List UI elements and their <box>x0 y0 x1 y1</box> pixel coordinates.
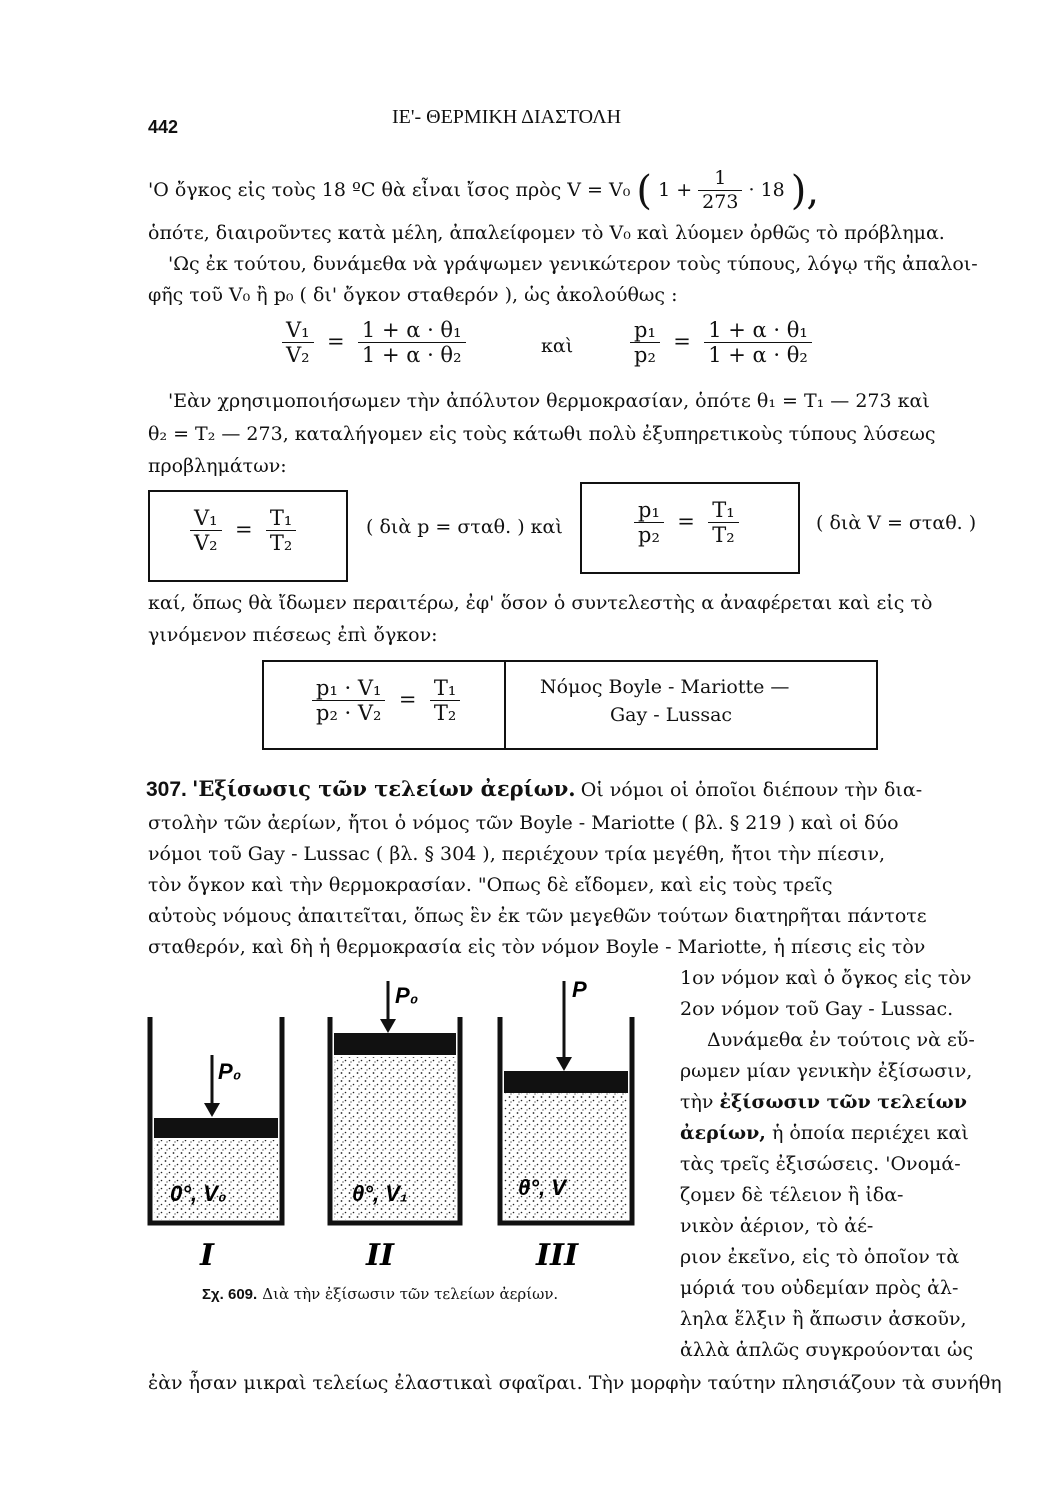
box1-v2: V₂ <box>194 531 218 556</box>
law-name-line2: Gay - Lussac <box>610 704 733 726</box>
force-label: P₀ <box>395 983 419 1008</box>
figure-caption <box>202 1284 558 1303</box>
box2-t2: T₂ <box>712 523 735 548</box>
close-paren: ), <box>790 168 820 214</box>
force-label: P <box>572 977 587 1002</box>
section-title: 'Εξίσωσις τῶν τελείων ἀερίων. <box>191 776 576 801</box>
text-line: νικὸν ἀέριον, τὸ ἀέ- <box>680 1215 874 1237</box>
box1-t1: T₁ <box>266 506 296 531</box>
force-arrow-icon <box>380 1019 396 1033</box>
law-name-line1: Νόμος Boyle - Mariotte — <box>540 676 790 698</box>
equals-sign: = <box>392 687 424 712</box>
term-lead: τὴν <box>680 1091 714 1113</box>
text-line: θ₂ = T₂ — 273, καταλήγομεν εἰς τοὺς κάτωθι πολὺ ἐξυπηρετικοὺς τύπους λύσεως <box>148 423 936 445</box>
law-t1: T₁ <box>430 676 460 701</box>
state-label: θ°, V <box>518 1175 566 1200</box>
text-line: μόριά του οὐδεμίαν πρὸς ἀλ- <box>680 1277 959 1299</box>
law-t-ratio <box>430 676 460 726</box>
text-line: νόμοι τοῦ Gay - Lussac ( βλ. § 304 ), περιέχουν τρία μεγέθη, ἤτοι τὴν πίεσιν, <box>148 843 886 865</box>
force-arrow-icon <box>204 1103 220 1117</box>
figure-gas-cylinders <box>140 975 660 1295</box>
gas-fill <box>504 1093 628 1220</box>
text-line: 'Εὰν χρησιμοποιήσωμεν τὴν ἀπόλυτον θερμοκρασίαν, ὁπότε θ₁ = T₁ — 273 καὶ <box>168 390 930 412</box>
cylinder-I <box>150 1017 282 1273</box>
p-ratio <box>630 318 660 368</box>
cylinder-III <box>500 977 632 1273</box>
section-first-line: Οἱ νόμοι οἱ ὁποῖοι διέπουν τὴν δια- <box>580 779 923 801</box>
condition-constant-volume: ( διὰ V = σταθ. ) <box>816 512 977 534</box>
text-line: αὐτοὺς νόμους ἀπαιτεῖται, ὅπως ἓν ἐκ τῶν μεγεθῶν τούτων διατηρῆται πάντοτε <box>148 905 927 927</box>
box1-t2: T₂ <box>269 531 293 556</box>
roman-label: III <box>536 1238 579 1273</box>
text-line: ρωμεν μίαν γενικὴν ἐξίσωσιν, <box>680 1060 973 1082</box>
box2-p2: p₂ <box>638 523 660 548</box>
section-number: 307. <box>146 778 187 801</box>
p2v2: p₂ · V₂ <box>316 701 382 726</box>
v-ratio <box>282 318 314 368</box>
p2: p₂ <box>634 343 656 368</box>
frac-num: 1 <box>698 168 742 191</box>
box-divider <box>504 662 506 748</box>
text-line: ριον ἐκεῖνο, εἰς τὸ ὁποῖον τὰ <box>680 1246 960 1268</box>
roman-label: II <box>366 1238 395 1273</box>
text-line: Δυνάμεθα ἐν τούτοις νὰ εὕ- <box>707 1029 975 1051</box>
caption-text: Διὰ τὴν ἐξίσωσιν τῶν τελείων ἀερίων. <box>262 1285 559 1303</box>
equation-pressure-ratio <box>630 318 812 368</box>
cylinder-II <box>330 981 460 1273</box>
term-bold: ἐξίσωσιν τῶν τελείων <box>719 1091 967 1113</box>
text-line: τὰς τρεῖς ἐξισώσεις. 'Ονομά- <box>680 1153 961 1175</box>
text-line: σταθερόν, καὶ δὴ ἡ θερμοκρασία εἰς τὸν νόμον Boyle - Mariotte, ἡ πίεσις εἰς τὸν <box>148 936 926 958</box>
text-line: γινόμενον πιέσεως ἐπὶ ὄγκον: <box>148 624 438 646</box>
volume-sentence <box>148 168 819 214</box>
text-line: 2ον νόμον τοῦ Gay - Lussac. <box>680 998 954 1020</box>
equation-volume-ratio <box>282 318 466 368</box>
text-line: προβλημάτων: <box>148 455 287 477</box>
frac-den: 273 <box>702 191 739 214</box>
text-line-ideal-gas-term <box>680 1091 967 1113</box>
alpha-ratio-2 <box>704 318 812 368</box>
equals-sign: = <box>320 329 352 354</box>
text-line: φῆς τοῦ V₀ ἢ p₀ ( δι' ὄγκον σταθερόν ), ὡς ἀκολούθως : <box>148 284 678 306</box>
equals-sign: = <box>670 509 702 534</box>
text-line: ἀλλὰ ἁπλῶς συγκρούονται ὡς <box>680 1339 974 1361</box>
text-line: 'Ως ἐκ τούτου, δυνάμεθα νὰ γράψωμεν γενικώτερον τοὺς τύπους, λόγῳ τῆς ἀπαλοι- <box>168 253 978 275</box>
equals-sign: = <box>228 517 260 542</box>
law-t2: T₂ <box>433 701 457 726</box>
box2-t-ratio <box>708 498 738 548</box>
alpha-num-2: 1 + α · θ₁ <box>704 318 812 343</box>
box1-t-ratio <box>266 506 296 556</box>
piston <box>504 1071 628 1093</box>
page-number: 442 <box>148 117 179 137</box>
box2-t1: T₁ <box>708 498 738 523</box>
box1-formula <box>190 506 296 556</box>
box1-v-ratio <box>190 506 222 556</box>
text-line: ζομεν δὲ τέλειον ἢ ἰδα- <box>680 1184 904 1206</box>
alpha-den: 1 + α · θ₂ <box>361 343 462 368</box>
p1v1: p₁ · V₁ <box>312 676 385 701</box>
text-line: 1ον νόμον καὶ ὁ ὄγκος εἰς τὸν <box>680 967 972 989</box>
box2-p1: p₁ <box>634 498 664 523</box>
combined-gas-law-box <box>262 660 878 750</box>
text-line: τὸν ὄγκον καὶ τὴν θερμοκρασίαν. "Οπως δὲ εἴδομεν, καὶ εἰς τοὺς τρεῖς <box>148 874 833 896</box>
alpha-ratio <box>358 318 466 368</box>
one-plus: 1 + <box>658 179 693 201</box>
text-line: στολὴν τῶν ἀερίων, ἤτοι ὁ νόμος τῶν Boyle - Mariotte ( βλ. § 219 ) καὶ οἱ δύο <box>148 812 899 834</box>
alpha-num: 1 + α · θ₁ <box>358 318 466 343</box>
box2-formula <box>634 498 739 548</box>
box2-p-ratio <box>634 498 664 548</box>
roman-label: I <box>200 1238 215 1273</box>
open-paren: ( <box>636 168 653 214</box>
fraction-1-273 <box>698 168 742 214</box>
formula-box-constant-pressure <box>148 490 348 582</box>
section-heading-line <box>146 776 922 802</box>
text-line: καί, ὅπως θὰ ἴδωμεν περαιτέρω, ἐφ' ὅσον ὁ συντελεστὴς α ἀναφέρεται καὶ εἰς τὸ <box>148 592 933 614</box>
piston <box>154 1118 278 1138</box>
conjunction: καὶ <box>541 335 574 357</box>
state-label: θ°, V₁ <box>352 1181 408 1206</box>
times-18: · 18 <box>748 179 785 201</box>
force-arrow-icon <box>556 1057 572 1071</box>
combined-law-formula <box>312 676 460 726</box>
formula-box-constant-volume <box>580 482 800 574</box>
pv-ratio <box>312 676 385 726</box>
condition-constant-pressure: ( διὰ p = σταθ. ) καὶ <box>366 516 563 538</box>
text-line: ληλα ἕλξιν ἢ ἄπωσιν ἀσκοῦν, <box>680 1308 967 1330</box>
term-rest: ἡ ὁποία περιέχει καὶ <box>771 1122 969 1144</box>
box1-v1: V₁ <box>190 506 222 531</box>
text-line: ὁπότε, διαιροῦντες κατὰ μέλη, ἀπαλείφομεν τὸ V₀ καὶ λύομεν ὀρθῶς τὸ πρόβλημα. <box>148 222 945 244</box>
p1: p₁ <box>630 318 660 343</box>
v2: V₂ <box>286 343 310 368</box>
volume-sentence-text: 'Ο ὄγκος εἰς τοὺς 18 ºC θὰ εἶναι ἴσος πρὸς V = V₀ <box>148 179 631 201</box>
equals-sign: = <box>666 329 698 354</box>
term-bold-2: ἀερίων, <box>680 1122 766 1144</box>
text-line-gas-term-end <box>680 1122 969 1144</box>
caption-number: Σχ. 609. <box>202 1286 258 1303</box>
chapter-title: ΙΕ'- ΘΕΡΜΙΚΗ ΔΙΑΣΤΟΛΗ <box>392 106 622 128</box>
text-line: ἐὰν ἦσαν μικραὶ τελείως ἐλαστικαὶ σφαῖραι. Τὴν μορφὴν ταύτην πλησιάζουν τὰ συνήθη <box>148 1372 1002 1394</box>
force-label: P₀ <box>218 1059 242 1084</box>
piston <box>334 1033 456 1055</box>
v1: V₁ <box>282 318 314 343</box>
alpha-den-2: 1 + α · θ₂ <box>708 343 808 368</box>
state-label: 0°, V₀ <box>170 1181 227 1206</box>
gas-fill <box>154 1140 278 1220</box>
